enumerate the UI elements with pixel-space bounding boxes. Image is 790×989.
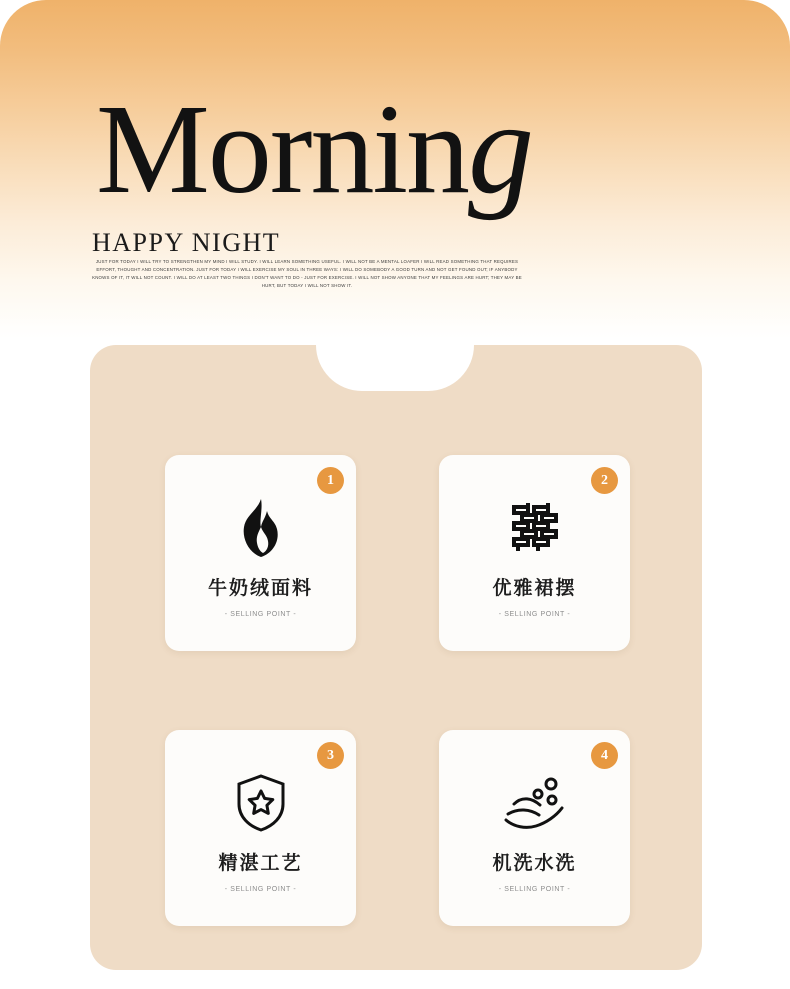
feature-subtitle: - SELLING POINT - [224,611,297,618]
feature-title: 牛奶绒面料 [207,578,313,599]
feature-grid [165,455,630,926]
feature-title: 精湛工艺 [218,853,303,874]
woven-fabric-icon [504,495,566,561]
feature-title: 机洗水洗 [492,853,577,874]
hero-microcopy: JUST FOR TODAY I WILL TRY TO STRENGTHEN MY MIND I WILL STUDY. I WILL LEARN SOMETHING USEFUL. I WILL NOT BE A MENTAL LOAFER I WILL READ SOMETHING THAT REQUIRES EFFORT, THOUGHT AND CONCENTRATION. JUST FOR TODAY I WILL EXERCISE MY SOUL IN THREE WAYS: I WILL DO SOMEBODY A GOOD TURN AND NOT GET FOUND OUT; IF ANYBODY KNOWS OF IT, IT WILL NOT COUNT. I WILL DO AT LEAST TWO THINGS I DON'T WANT TO DO - JUST FOR EXERCISE. I WILL NOT SHOW ANYONE THAT MY FEELINGS ARE HURT; THEY MAY BE HURT, BUT TODAY I WILL NOT SHOW IT. [92,259,522,289]
feature-subtitle: - SELLING POINT - [498,886,571,893]
feature-number-badge: 4 [591,742,618,769]
page-title [96,74,696,221]
feature-card[interactable] [439,455,630,651]
feature-number-badge: 2 [591,467,618,494]
headline-main: Mornin [96,78,468,220]
shield-star-icon [233,770,289,836]
headline-tail: g [468,74,532,221]
feature-subtitle: - SELLING POINT - [498,611,571,618]
feature-subtitle: - SELLING POINT - [224,886,297,893]
feature-card[interactable] [165,730,356,926]
flame-icon [234,495,288,561]
feature-title: 优雅裙摆 [492,578,577,599]
feature-number-badge: 3 [317,742,344,769]
feature-number-badge: 1 [317,467,344,494]
page-subtitle: HAPPY NIGHT [92,228,281,257]
feature-card[interactable] [439,730,630,926]
panel-notch [316,345,474,391]
hand-wash-icon [500,770,570,836]
feature-card[interactable] [165,455,356,651]
